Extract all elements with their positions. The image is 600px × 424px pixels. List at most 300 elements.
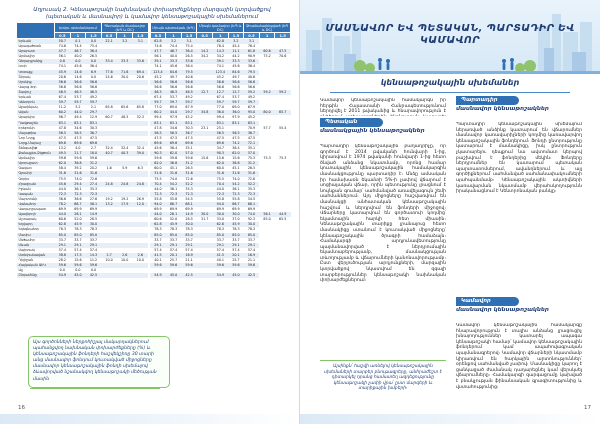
value-cell: 60.6 [55,217,71,222]
value-cell: 97.9 [166,115,182,120]
value-cell: 75.4 [181,44,197,49]
value-cell: 65.6 [117,105,133,110]
value-cell: 57.4 [150,248,166,253]
value-cell: 78.3 [181,227,197,232]
value-cell: 14.9 [86,212,102,217]
region-name-cell: Վաղարշապատ [17,207,55,212]
section-text-voluntary: Կամավոր կենսաթոշակային համակարգը հնարավորություն է տալիս անձանց լրացուցիչ խնայողություններ կատարել ապագա կենսաթոշակի համար՝ կամավոր կենսաթոշակային ֆոնդերում կամ ապահովագրական պայմանագրերով։ Կամավոր վճարների նկատմամբ կիրառվում են հարկային արտոնություններ՝ օրենքով սահմանված չափով։ Մասնակիցը կարող է ցանկացած ժամանակ դադարեցնել կամ վերսկսել վճարումները։ Համակարգի զարգացումը կախված է բնակչության ֆինանսական գրագիտությունից և վստահությունից։ [456,323,582,390]
value-cell: 59.6 [181,156,197,161]
value-cell: 31.6 [150,171,166,176]
value-cell: 72.3 [213,192,229,197]
value-cell: 72.3 [228,192,244,197]
value-cell: 34.7 [213,146,229,151]
value-cell: 61.8 [244,49,260,54]
value-cell: 83.1 [150,121,166,126]
value-cell: 74.1 [150,64,166,69]
value-cell: 99.4 [213,115,229,120]
value-cell: 45.6 [228,64,244,69]
value-cell: 36.7 [244,131,260,136]
value-cell: 49.2 [244,95,260,100]
value-cell: 32.4 [101,146,117,151]
callout-quote: Այսինքն՝ հաշվի առնելով կենսաթոշակային սխեմաների տարբեր բնութագրերը, անհրաժեշտ է դիտարկել դրանց համատեղ ազդեցությունը կենսաթոշակի չափի վրա՝ ըստ մարզերի և տարիքային խմբերի։ [320,360,446,392]
value-cell: 17.5 [70,253,86,258]
value-cell: 59.6 [86,263,102,268]
value-cell: 26.5 [181,54,197,59]
region-name-cell: Էրեբունի [17,126,55,131]
value-cell: 30.0 [117,75,133,80]
value-cell: 70.6 [275,54,291,59]
value-cell: 49.2 [86,95,102,100]
table-row [17,273,291,278]
value-cell: 33.7 [213,238,229,243]
region-name-cell: Քանաքեռ-Զեյթուն [17,151,55,156]
value-cell [101,273,117,278]
value-cell: 40.7 [101,151,117,156]
value-cell: 62.8 [213,222,229,227]
value-cell: 90.3 [213,151,229,156]
bottom-decor-strip [300,414,600,424]
section-label-voluntary: Կամավոր [456,297,519,306]
value-cell: 56.6 [181,80,197,85]
value-cell: 72.3 [244,192,260,197]
table-corner-header [17,23,55,39]
value-cell: 12.7 [228,90,244,95]
value-cell: 74.6 [55,44,71,49]
value-cell: 55.4 [275,126,291,131]
value-cell: 99.4 [150,115,166,120]
value-cell: 11.2 [86,258,102,263]
value-cell: 74.1 [55,64,71,69]
value-cell: 69.9 [244,207,260,212]
value-cell: 31.6 [55,171,71,176]
value-cell: 83.1 [70,121,86,126]
value-cell: 76.4 [244,44,260,49]
value-cell: 30.3 [86,126,102,131]
value-cell: 30.0 [197,212,213,217]
value-cell: 6.3 [132,166,148,171]
value-cell: 52.0 [166,217,182,222]
value-cell: 49.5 [55,151,71,156]
value-cell: 30.0 [244,222,260,227]
value-cell: 31.6 [181,171,197,176]
value-cell: 55.8 [213,197,229,202]
pension-table [16,22,291,278]
value-cell: 17.9 [117,202,133,207]
value-cell: 36.4 [181,64,197,69]
value-cell: 33.6 [181,59,197,64]
value-cell: 40.3 [117,151,133,156]
value-cell: 49.7 [228,75,244,80]
section-label-state: Պետական [320,118,383,127]
value-cell: 46.5 [150,90,166,95]
value-cell: 72.6 [244,177,260,182]
value-cell: 33.7 [228,238,244,243]
value-cell: 22.1 [101,39,117,45]
value-cell: 85.0 [166,233,182,238]
note-divider [30,388,160,389]
value-cell: 31.7 [197,217,213,222]
value-cell: 36.4 [166,146,182,151]
value-cell: 85.0 [181,233,197,238]
value-cell: 59.7 [86,100,102,105]
value-cell: 45.9 [166,222,182,227]
value-cell: 62.0 [55,161,71,166]
value-cell: 56.1 [86,202,102,207]
value-cell: 52.0 [70,217,86,222]
value-cell: 45.6 [166,64,182,69]
value-cell: 75.5 [213,177,229,182]
value-cell: 56.6 [150,80,166,85]
region-name-cell: Ստեփանավան [17,253,55,258]
value-cell: 55.8 [166,197,182,202]
value-cell: 56.6 [244,80,260,85]
value-cell: 59.2 [259,90,275,95]
value-cell: 46.5 [166,90,182,95]
value-cell: 52.2 [244,182,260,187]
value-cell: 74.0 [228,177,244,182]
value-cell: 59.6 [55,263,71,268]
value-cell: 80.0 [259,110,275,115]
value-cell: 21.1 [244,258,260,263]
value-cell: 83.1 [213,121,229,126]
value-cell: 3.2 [228,39,244,45]
value-cell: 72.3 [166,192,182,197]
region-name-cell: Հայկական ԱԷԿ [17,263,55,268]
value-cell: 56.5 [228,131,244,136]
value-cell: 47.8 [55,126,71,131]
region-name-cell: Աշտարակ [17,217,55,222]
value-cell: 14.6 [70,70,86,75]
table-body [17,39,291,279]
value-cell: 53.7 [228,95,244,100]
value-cell: 69.9 [166,207,182,212]
value-cell: 44.0 [55,187,71,192]
value-cell: 54.5 [244,197,260,202]
value-cell: 47.5 [213,136,229,141]
value-cell: 56.6 [166,80,182,85]
value-cell: 72.3 [86,192,102,197]
value-cell: 29.1 [228,243,244,248]
value-cell: 2.6 [117,253,133,258]
value-cell: 31.2 [181,161,197,166]
bottom-decor-strip [0,414,300,424]
value-cell: 55.8 [228,197,244,202]
value-cell: 59.7 [181,100,197,105]
region-name-cell: Այլ [17,268,55,273]
value-cell: 0.0 [86,59,102,64]
value-cell: 76.4 [213,44,229,49]
value-cell: 78.3 [150,227,166,232]
value-cell: 94.0 [150,202,166,207]
value-cell: 24.8 [132,182,148,187]
value-cell: 33.7 [86,238,102,243]
region-name-cell: Նոր Նորք [17,136,55,141]
value-cell: 56.6 [86,85,102,90]
value-cell: 57.4 [228,248,244,253]
value-cell: 56.5 [55,131,71,136]
value-cell: 83.1 [55,121,71,126]
value-cell: 67.4 [213,95,229,100]
region-name-cell: Կոտայք [17,70,55,75]
value-cell: 47.5 [86,136,102,141]
value-cell: 32.4 [117,146,133,151]
value-cell: 45.2 [181,115,197,120]
value-cell: 56.6 [181,85,197,90]
region-name-cell: Գավառ [17,166,55,171]
hero-banner [300,0,600,74]
value-cell: 15.6 [213,156,229,161]
value-cell: 49.2 [181,95,197,100]
region-name-cell: Նորք-Մարաշ [17,141,55,146]
section-heading-state: մասնակցային կենսաթոշակներ [320,128,425,134]
page-title: ՄԱՍՆԱՎՈՐ ԵՎ ՊԵՏԱԿԱՆ, ՊԱՐՏԱԴԻՐ ԵՎ ԿԱՄԱՎՈՐ [325,23,575,46]
value-cell: 12.0 [132,202,148,207]
value-cell: 26.5 [244,166,260,171]
value-cell: 69.9 [181,207,197,212]
value-cell: 20.6 [132,75,148,80]
value-cell: 44.0 [55,212,71,217]
value-cell: 45.0 [166,273,182,278]
value-cell: 33.7 [150,238,166,243]
value-cell: 44.0 [70,110,86,115]
region-name-cell: Հրազդան [17,182,55,187]
value-cell: 74.0 [70,177,86,182]
value-cell: 19.2 [117,197,133,202]
value-cell: 31.2 [244,161,260,166]
region-name-cell: Արմավիր [17,156,55,161]
value-cell: 2.7 [86,146,102,151]
region-name-cell: Սյունիք [17,80,55,85]
value-cell: 57.4 [70,248,86,253]
value-cell: 56.6 [228,85,244,90]
value-cell: 0.0 [86,268,102,273]
region-name-cell: Մասիս [17,233,55,238]
value-cell: 59.7 [55,100,71,105]
value-cell: 36.4 [181,49,197,54]
value-cell: 47.7 [150,49,166,54]
region-name-cell: Կենտրոն [17,100,55,105]
value-cell: 48.5 [117,115,133,120]
sub-header: 1 [117,33,133,39]
region-name-cell: Արմավիր [17,54,55,59]
value-cell: 83.1 [86,121,102,126]
value-cell: 26.5 [86,54,102,59]
value-cell: 74.2 [228,141,244,146]
page-number-left: 16 [18,405,25,411]
value-cell: 33.3 [228,59,244,64]
value-cell: 57.4 [213,248,229,253]
value-cell: 72.3 [55,192,71,197]
value-cell: 33.7 [244,238,260,243]
value-cell: 19.2 [101,197,117,202]
sub-header: 1 [213,33,229,39]
value-cell: 75.5 [150,177,166,182]
value-cell: 3.1 [181,39,197,45]
value-cell: 72.1 [244,141,260,146]
value-cell: 59.6 [181,263,197,268]
value-cell: 11.1 [228,49,244,54]
value-cell: 31.6 [228,171,244,176]
value-cell: 33.6 [132,59,148,64]
value-cell: 46.7 [166,49,182,54]
value-cell: 2.1 [86,105,102,110]
value-cell: 36.6 [55,197,71,202]
value-cell: 57.4 [86,248,102,253]
value-cell: 39.1 [150,59,166,64]
value-cell: 42.5 [181,273,197,278]
value-cell: 34.6 [70,126,86,131]
value-cell: 34.2 [213,54,229,59]
value-cell: 85.0 [150,233,166,238]
value-cell: 60.6 [259,49,275,54]
sub-header: 1.5 [86,33,102,39]
value-cell: 69.9 [70,207,86,212]
value-cell: 47.5 [166,136,182,141]
sub-header: 0.5 [244,33,260,39]
value-cell: 29.1 [86,243,102,248]
value-cell: 3.2 [117,39,133,45]
region-name-cell: Սպիտակ [17,248,55,253]
value-cell: 83.1 [244,121,260,126]
value-cell: 47.5 [228,136,244,141]
value-cell: 56.5 [150,131,166,136]
value-cell: 14.3 [213,49,229,54]
value-cell: 42.5 [244,273,260,278]
value-cell: 15.6 [70,258,86,263]
value-cell: 33.6 [244,59,260,64]
value-cell: 30.0 [86,222,102,227]
value-cell: 36.4 [86,49,102,54]
value-cell: 75.2 [259,54,275,59]
value-cell: 70.4 [213,182,229,187]
value-cell: 47.5 [70,136,86,141]
value-cell: 72.3 [70,192,86,197]
value-cell: 75.3 [275,156,291,161]
value-cell: 29.1 [166,243,182,248]
value-cell: 32.4 [132,146,148,151]
value-cell: 18.0 [86,151,102,156]
value-cell: 84.6 [228,70,244,75]
value-cell: 39.1 [213,59,229,64]
value-cell: 62.0 [228,151,244,156]
value-cell: 36.4 [228,146,244,151]
region-name-cell: Արարատ [17,49,55,54]
region-name-cell: Ընդամենը [17,273,55,278]
value-cell: 40.0 [70,54,86,59]
sub-header: 0.5 [55,33,71,39]
value-cell: 65.8 [101,105,117,110]
value-cell: 45.9 [228,222,244,227]
value-cell: 44.0 [150,212,166,217]
value-cell: 31.6 [213,171,229,176]
value-cell: 16.9 [181,253,197,258]
value-cell: 69.0 [228,105,244,110]
value-cell: 40.1 [150,258,166,263]
value-cell: 56.5 [213,131,229,136]
value-cell: 4.0 [70,146,86,151]
value-cell: 54.9 [213,273,229,278]
region-name-cell: Իջևան [17,187,55,192]
value-cell: 67.4 [150,95,166,100]
value-cell: 56.6 [213,85,229,90]
value-cell: 33.7 [55,238,71,243]
value-cell: 31.6 [86,171,102,176]
value-cell: 57.4 [181,248,197,253]
value-cell: 33.3 [166,59,182,64]
region-name-cell: Սևան [17,243,55,248]
value-cell: 59.6 [166,156,182,161]
value-cell: 47.5 [181,136,197,141]
value-cell: 57.4 [244,248,260,253]
value-cell: 29.1 [70,243,86,248]
value-cell: 59.6 [70,156,86,161]
value-cell: 49.7 [166,75,182,80]
region-name-cell: Դիլիջան [17,258,55,263]
value-cell: 28.5 [86,217,102,222]
value-cell: 14.3 [86,253,102,258]
value-cell: 44.0 [213,187,229,192]
value-cell: 29.1 [213,243,229,248]
value-cell: 84.6 [166,70,182,75]
value-cell: 60.0 [213,166,229,171]
value-cell: 36.8 [70,161,86,166]
value-cell: 72.6 [86,177,102,182]
value-cell: 14.6 [70,75,86,80]
page-number-right: 17 [584,405,591,411]
value-cell: 60.7 [101,115,117,120]
title-rule [330,92,570,93]
value-cell: 62.0 [213,161,229,166]
value-cell: 29.4 [70,182,86,187]
sub-header: 1.5 [132,33,148,39]
value-cell: 65.5 [275,217,291,222]
value-cell: 78.3 [213,227,229,232]
region-name-cell: Ավան [17,110,55,115]
value-cell: 47.5 [244,136,260,141]
value-cell: 30.0 [228,212,244,217]
value-cell: 6.9 [86,70,102,75]
value-cell: 47.5 [55,136,71,141]
sub-header: 1.5 [275,33,291,39]
value-cell: 44.2 [228,54,244,59]
value-cell: 79.5 [244,70,260,75]
value-cell: 0.0 [70,268,86,273]
value-cell: 54.9 [55,273,71,278]
value-cell: 72.3 [150,192,166,197]
value-cell: 47.7 [55,49,71,54]
value-cell: 53.7 [166,95,182,100]
value-cell: 69.9 [213,207,229,212]
value-cell: 79.5 [181,70,197,75]
value-cell: 67.9 [181,105,197,110]
value-cell: 69.6 [213,141,229,146]
value-cell: 74.0 [166,177,182,182]
right-page [300,0,600,424]
value-cell: 13.2 [55,146,71,151]
value-cell: 36.1 [70,187,86,192]
value-cell: 45.2 [150,75,166,80]
value-cell: 56.6 [70,85,86,90]
person-icons [378,58,514,70]
value-cell: 2.7 [101,253,117,258]
value-cell: 65.7 [275,110,291,115]
value-cell: 85.0 [244,233,260,238]
value-cell: 78.3 [86,227,102,232]
value-cell: 97.9 [228,115,244,120]
value-cell: 29.1 [150,243,166,248]
value-cell: 36.8 [228,161,244,166]
region-name-cell: Դավթաշեն [17,121,55,126]
